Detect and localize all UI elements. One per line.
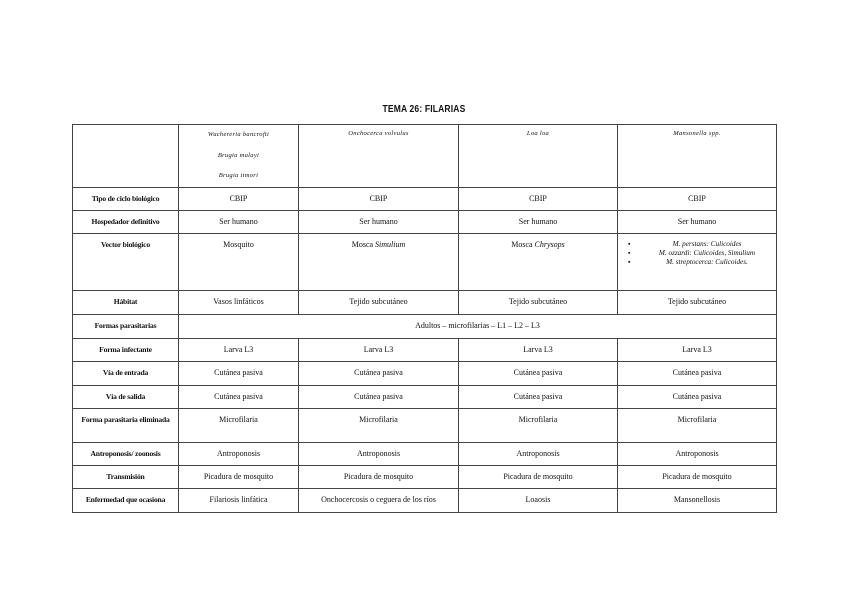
- table-row: [73, 466, 777, 489]
- table-cell: Cutánea pasiva: [459, 386, 618, 409]
- table-cell: Microfilaria: [618, 409, 777, 443]
- table-cell: Antroponosis: [459, 443, 618, 466]
- table-row: [73, 386, 777, 409]
- table-cell: Picadura de mosquito: [299, 466, 459, 489]
- table-row: [73, 234, 777, 291]
- table-cell: Vasos linfáticos: [179, 291, 299, 315]
- vector-prefix: Mosca: [351, 240, 376, 249]
- species-wuchereria: Wuchereria bancrofti: [207, 131, 270, 138]
- vector-genus: Simulium: [375, 240, 406, 249]
- row-label: Tipo de ciclo biológico: [73, 188, 179, 211]
- table-cell: Cutánea pasiva: [299, 386, 459, 409]
- table-cell: Ser humano: [179, 211, 299, 234]
- header-species-mansonella: [618, 125, 777, 188]
- table-row: [73, 339, 777, 362]
- table-cell: Antroponosis: [299, 443, 459, 466]
- row-label: Antroponosis/ zoonosis: [73, 443, 179, 466]
- row-label: Hábitat: [73, 291, 179, 315]
- document-title: TEMA 26: FILARIAS: [382, 104, 466, 115]
- table-cell: Larva L3: [618, 339, 777, 362]
- filarias-table: [72, 124, 777, 513]
- row-label: Forma infectante: [73, 339, 179, 362]
- table-cell: Antroponosis: [179, 443, 299, 466]
- vector-genus: Chrysops: [534, 240, 565, 249]
- table-cell: Loaosis: [459, 489, 618, 513]
- table-cell: Cutánea pasiva: [618, 362, 777, 386]
- table-cell: CBIP: [179, 188, 299, 211]
- table-cell: Ser humano: [618, 211, 777, 234]
- row-label: Formas parasitarias: [73, 315, 179, 339]
- table-cell: Cutánea pasiva: [459, 362, 618, 386]
- table-cell: Onchocercosis o ceguera de los ríos: [299, 489, 459, 513]
- row-label: Transmisión: [73, 466, 179, 489]
- table-cell: Larva L3: [299, 339, 459, 362]
- species-mansonella: Mansonella spp.: [673, 130, 721, 137]
- table-cell: Tejido subcutáneo: [618, 291, 777, 315]
- table-cell: Larva L3: [459, 339, 618, 362]
- table-cell: Tejido subcutáneo: [299, 291, 459, 315]
- table-row: [73, 409, 777, 443]
- row-label: Vía de salida: [73, 386, 179, 409]
- table-row: [73, 291, 777, 315]
- table-row: [73, 211, 777, 234]
- table-cell: Microfilaria: [459, 409, 618, 443]
- row-label: Hospedador definitivo: [73, 211, 179, 234]
- table-cell: CBIP: [299, 188, 459, 211]
- table-cell: Picadura de mosquito: [618, 466, 777, 489]
- table-cell: Larva L3: [179, 339, 299, 362]
- table-cell: Picadura de mosquito: [459, 466, 618, 489]
- table-cell: Cutánea pasiva: [299, 362, 459, 386]
- table-cell: [618, 234, 777, 291]
- header-species-loa: [459, 125, 618, 188]
- table-cell: [459, 234, 618, 291]
- vector-list: [618, 240, 776, 267]
- species-onchocerca: Onchocerca volvulus: [348, 130, 409, 137]
- table-cell: Picadura de mosquito: [179, 466, 299, 489]
- table-cell: Tejido subcutáneo: [459, 291, 618, 315]
- species-brugia-timori: Brugia timori: [218, 172, 259, 179]
- table-row: [73, 489, 777, 513]
- table-row: [73, 315, 777, 339]
- table-cell: CBIP: [618, 188, 777, 211]
- table-header-row: [73, 125, 777, 188]
- table-row: [73, 443, 777, 466]
- table-row: [73, 188, 777, 211]
- table-cell: Mosquito: [179, 234, 299, 291]
- list-item: ▪ M. ozzardi: Culicoides, Simulium: [644, 249, 770, 258]
- table-cell: Cutánea pasiva: [179, 362, 299, 386]
- row-label: Vía de entrada: [73, 362, 179, 386]
- table-cell: CBIP: [459, 188, 618, 211]
- table-cell: Cutánea pasiva: [179, 386, 299, 409]
- table-cell: [299, 234, 459, 291]
- row-label: Forma parasitaria eliminada: [73, 409, 179, 443]
- merged-cell: Adultos – microfilarias – L1 – L2 – L3: [179, 315, 777, 339]
- species-brugia-malayi: Brugia malayi: [217, 152, 260, 159]
- table-cell: Ser humano: [459, 211, 618, 234]
- list-item: ▪ M. streptocerca: Culicoides.: [644, 258, 770, 267]
- table-cell: Mansonellosis: [618, 489, 777, 513]
- list-item: ▪ M. perstans: Culicoides: [644, 240, 770, 249]
- row-label: Enfermedad que ocasiona: [73, 489, 179, 513]
- header-species-wuchereria-brugia: [179, 125, 299, 188]
- header-species-onchocerca: [299, 125, 459, 188]
- vector-prefix: Mosca: [511, 240, 535, 249]
- table-cell: Filariosis linfática: [179, 489, 299, 513]
- table-cell: Antroponosis: [618, 443, 777, 466]
- table-cell: Ser humano: [299, 211, 459, 234]
- table-row: [73, 362, 777, 386]
- table-cell: Microfilaria: [179, 409, 299, 443]
- table-cell: Microfilaria: [299, 409, 459, 443]
- table-cell: Cutánea pasiva: [618, 386, 777, 409]
- header-empty-cell: [73, 125, 179, 188]
- species-loa: Loa loa: [526, 130, 550, 137]
- row-label: Vector biológico: [73, 234, 179, 291]
